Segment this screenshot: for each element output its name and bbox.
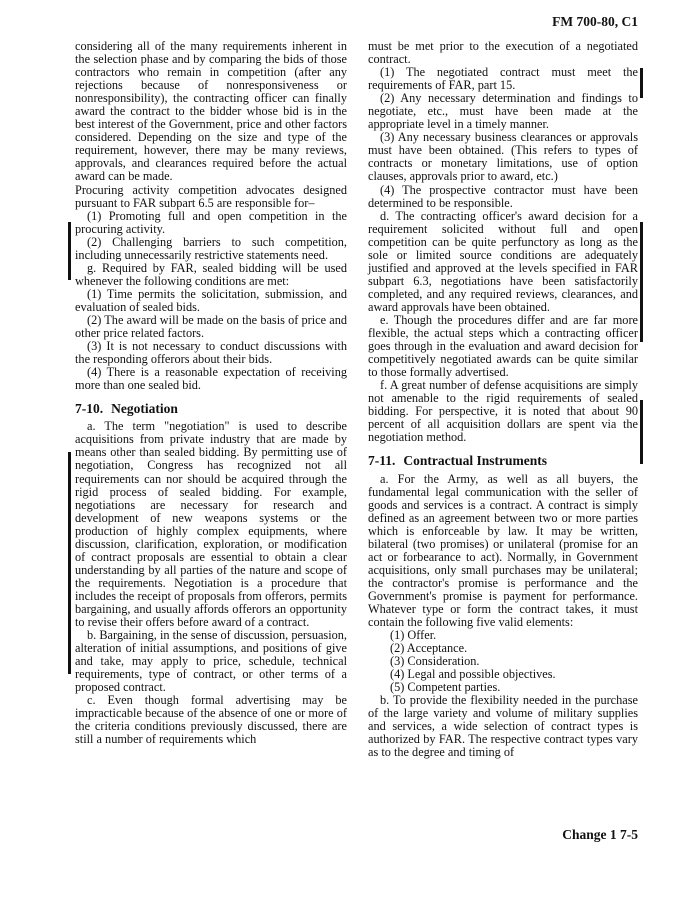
- section-number: 7-11.: [368, 453, 396, 469]
- change-bar: [640, 400, 643, 464]
- paragraph: (1) The negotiated contract must meet the requirements of FAR, part 15.: [368, 65, 638, 93]
- list-item: (4) Legal and possible objectives.: [390, 667, 556, 682]
- right-column: [368, 40, 638, 760]
- section-title: Negotiation: [111, 401, 178, 417]
- document-id: FM 700-80, C1: [552, 14, 638, 29]
- list-item: (2) Acceptance.: [390, 641, 468, 656]
- left-column: [75, 40, 347, 746]
- paragraph: a. For the Army, as well as all buyers, the fundamental legal communication with the seller of goods and services is a contract. A contract is simply defined as an agreement between two or more parties which is enforceable by law. It may be written, bilateral (two promises) or unilateral (promise for an act or forbearance to act). Normally, in Government acquisitions, only small purchases may be unilateral; the contractor's promise is performance and the Government's promise is payment for performance. Whatever type or form the contract takes, it must contain the following five valid elements:: [368, 471, 638, 630]
- list-item: (1) Offer.: [390, 628, 437, 643]
- change-bar: [640, 222, 643, 342]
- paragraph: (2) The award will be made on the basis of price and other price related factors.: [75, 312, 347, 341]
- paragraph: e. Though the procedures differ and are far more flexible, the actual steps which a contracting officer goes through in the evaluation and award decision for competitively negotiated awards can be quite similar to those formally advertised.: [368, 312, 638, 380]
- section-heading: [75, 402, 347, 415]
- paragraph: f. A great number of defense acquisitions are simply not amenable to the rigid requirements of sealed bidding. For perspective, it is noted that about 90 percent of all acquisition dollars are spent via the negotiation method.: [368, 378, 638, 445]
- paragraph: b. Bargaining, in the sense of discussion, persuasion, alteration of initial assumptions, and positions of give and take, may apply to price, schedule, technical requirements, type of contract, or other terms of a proposed contract.: [75, 628, 347, 695]
- paragraph: (3) It is not necessary to conduct discussions with the responding offerors about their bids.: [75, 339, 347, 367]
- paragraph: b. To provide the flexibility needed in the purchase of the large variety and volume of military supplies and services, a wide selection of contract types is authorized by FAR. The respective contract types vary as to the degree and timing of: [368, 693, 638, 760]
- section-number: 7-10.: [75, 401, 104, 417]
- section-title: Contractual Instruments: [403, 453, 548, 469]
- elements-list: [368, 629, 638, 694]
- paragraph: (4) There is a reasonable expectation of receiving more than one sealed bid.: [75, 365, 347, 393]
- paragraph: considering all of the many requirements inherent in the selection phase and by comparing the bids of those contractors who remain in competition (after any rejections because of nonresponsiveness or nonresponsibility), the contracting officer can finally award the contract to the bidder whose bid is in the best interest of the Government, price and other factors considered. Depending on the size and type of the requirement, however, there may be many reviews, approvals, and clearances required before the actual award can be made.: [75, 39, 347, 184]
- paragraph: c. Even though formal advertising may be impracticable because of the absence of one or more of the criteria conditions previously discussed, there are still a number of requirements which: [75, 693, 347, 747]
- list-item: (5) Competent parties.: [390, 680, 501, 695]
- paragraph: g. Required by FAR, sealed bidding will be used whenever the following conditions are met:: [75, 260, 347, 288]
- paragraph: (4) The prospective contractor must have been determined to be responsible.: [368, 182, 638, 210]
- paragraph: a. The term "negotiation" is used to describe acquisitions from private industry that are made by means other than sealed bidding. By permitting use of negotiation, Congress has recognized not all requirements can nor should be acquired through the rigid process of sealed bidding. For example, negotiations are necessary for research and development of new weapons systems or the production of highly complex equipments, where discussion, clarification, exploration, or modification of contract proposals are essential to obtain a clear understanding by all parties of the nature and scope of the requirements. Negotiation is a procedure that includes the receipt of proposals from offerors, permits bargaining, and usually affords offerors an opportunity to revise their offers before award of a contract.: [75, 419, 347, 630]
- change-bar: [68, 222, 71, 280]
- change-bar: [68, 452, 71, 674]
- paragraph: (3) Any necessary business clearances or approvals must have been obtained. (This refers to types of contracts or monetary limitations, use of option clauses, approvals prior to award, etc.): [368, 130, 638, 184]
- paragraph: (1) Time permits the solicitation, submission, and evaluation of sealed bids.: [75, 286, 347, 314]
- paragraph: Procuring activity competition advocates designed pursuant to FAR subpart 6.5 are responsible for–: [75, 182, 347, 210]
- paragraph: (1) Promoting full and open competition in the procuring activity.: [75, 208, 347, 236]
- paragraph: (2) Any necessary determination and findings to negotiate, etc., must have been made at the appropriate level in a timely manner.: [368, 91, 638, 132]
- list-item: (3) Consideration.: [390, 654, 480, 669]
- page-footer: Change 1 7-5: [562, 827, 638, 842]
- section-heading: [368, 454, 638, 467]
- change-bar: [640, 68, 643, 98]
- paragraph: must be met prior to the execution of a negotiated contract.: [368, 39, 638, 67]
- paragraph: (2) Challenging barriers to such competition, including unnecessarily restrictive statements need.: [75, 234, 347, 262]
- paragraph: d. The contracting officer's award decision for a requirement solicited without full and open competition can be quite perfunctory as long as the sole or limited source conditions are adequately justified and approved at the levels specified in FAR subpart 6.3, negotiations have been satisfactorily completed, and any required reviews, clearances, and award approvals have been obtained.: [368, 208, 638, 314]
